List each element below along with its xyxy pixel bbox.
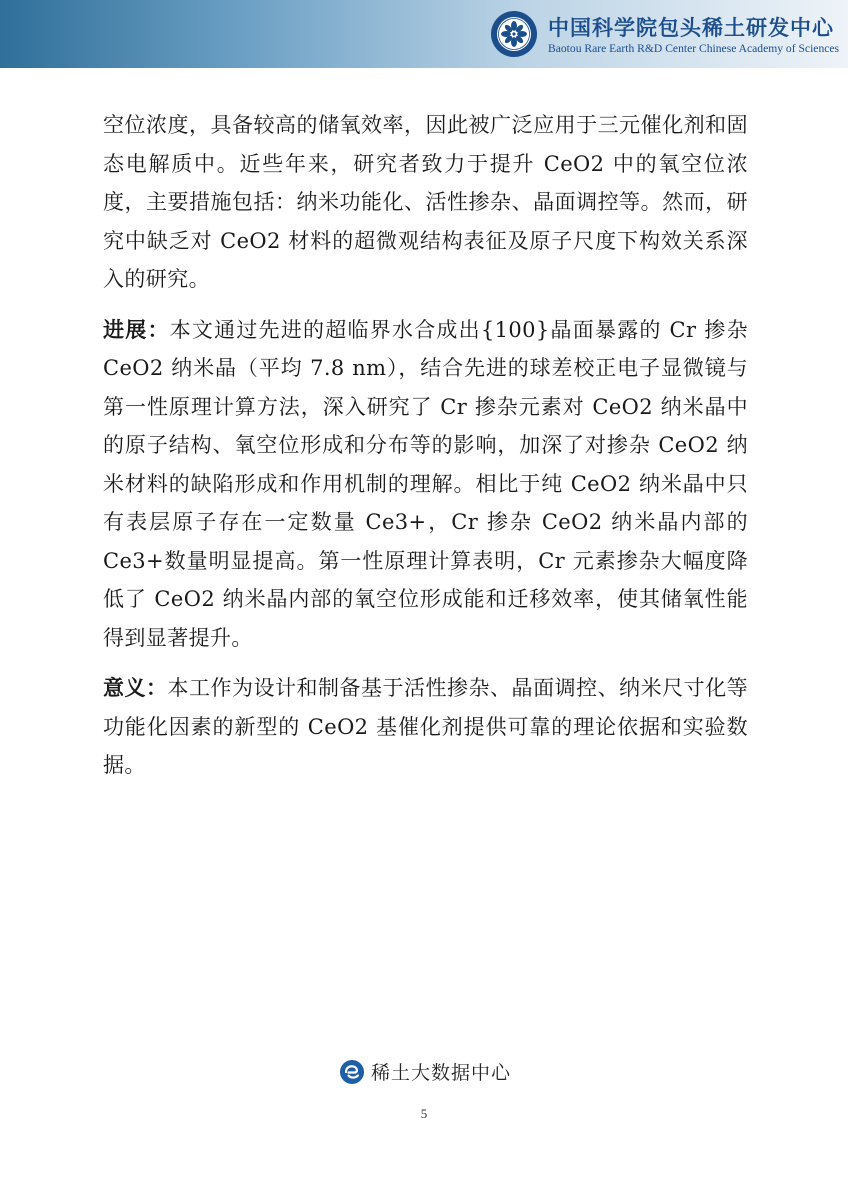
significance-paragraph — [103, 669, 748, 785]
org-name-chinese: 中国科学院包头稀土研发中心 — [548, 15, 834, 40]
progress-label: 进展： — [103, 316, 170, 342]
data-center-logo-icon — [339, 1059, 365, 1085]
page-number: 5 — [420, 1106, 428, 1121]
org-name-english: Baotou Rare Earth R&D Center Chinese Academy of Sciences — [548, 42, 840, 55]
footer-brand-text: 稀土大数据中心 — [371, 1062, 512, 1084]
progress-text: 本文通过先进的超临界水合成出{100}晶面暴露的 Cr 掺杂 CeO2 纳米晶（平均 7.8 nm），结合先进的球差校正电子显微镜与第一性原理计算方法，深入研究了 Cr 掺杂元素对 CeO2 纳米晶中的原子结构、氧空位形成和分布等的影响，加深了对掺杂 CeO2 纳米材料的缺陷形成和作用机制的理解。相比于纯 CeO2 纳米晶中只有表层原子存在一定数量 Ce3+，Cr 掺杂 CeO2 纳米晶内部的 Ce3+数量明显提高。第一性原理计算表明，Cr 元素掺杂大幅度降低了 CeO2 纳米晶内部的氧空位形成能和迁移效率，使其储氧性能得到显著提升。 — [103, 317, 748, 650]
significance-label: 意义： — [103, 675, 168, 700]
progress-paragraph — [103, 311, 748, 658]
significance-text: 本工作为设计和制备基于活性掺杂、晶面调控、纳米尺寸化等功能化因素的新型的 CeO2 基催化剂提供可靠的理论依据和实验数据。 — [103, 676, 748, 777]
article-body — [103, 106, 748, 797]
academy-seal-icon — [490, 10, 538, 58]
intro-paragraph: 空位浓度，具备较高的储氧效率，因此被广泛应用于三元催化剂和固态电解质中。近些年来，研究者致力于提升 CeO2 中的氧空位浓度，主要措施包括：纳米功能化、活性掺杂、晶面调控等。然而，研究中缺乏对 CeO2 材料的超微观结构表征及原子尺度下构效关系深入的研究。 — [103, 113, 748, 291]
